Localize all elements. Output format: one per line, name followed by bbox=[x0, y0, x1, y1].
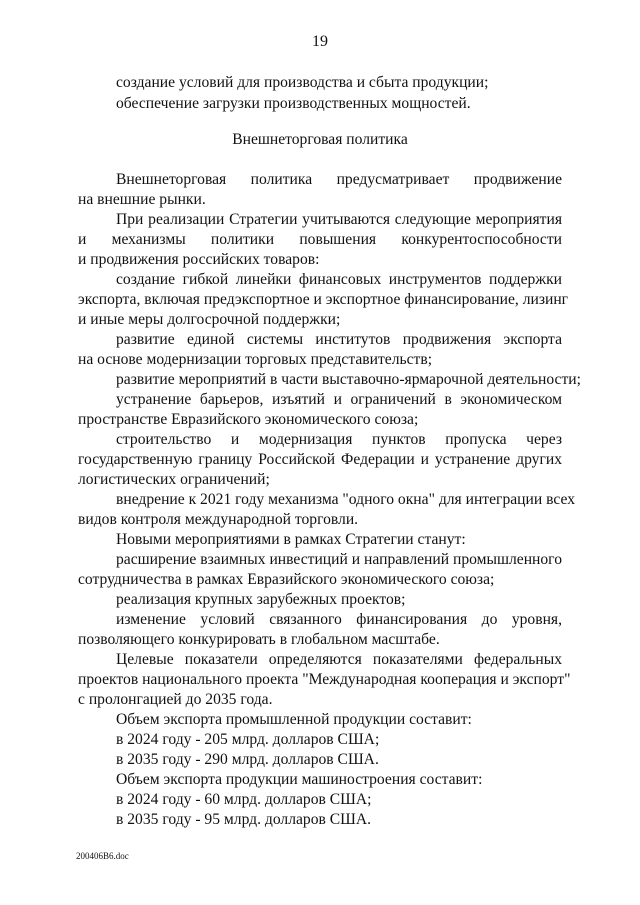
text-line: позволяющего конкурировать в глобальном масштабе. bbox=[78, 631, 440, 648]
text-line: в 2035 году - 95 млрд. долларов США. bbox=[116, 811, 372, 828]
text-line: Внешнеторговая политика предусматривает продвижение bbox=[116, 171, 562, 188]
text-line: проектов национального проекта "Международная кооперация и экспорт" bbox=[78, 671, 571, 688]
text-line: При реализации Стратегии учитываются следующие мероприятия bbox=[116, 211, 562, 228]
text-line: в 2035 году - 290 млрд. долларов США. bbox=[116, 751, 379, 768]
page-number: 19 bbox=[312, 33, 328, 50]
text-line: в 2024 году - 205 млрд. долларов США; bbox=[116, 731, 380, 748]
text-line: экспорта, включая предэкспортное и экспортное финансирование, лизинг bbox=[78, 291, 569, 308]
text-line: развитие мероприятий в части выставочно-ярмарочной деятельности; bbox=[116, 371, 581, 388]
text-line: сотрудничества в рамках Евразийского экономического союза; bbox=[78, 571, 495, 588]
text-line: реализация крупных зарубежных проектов; bbox=[116, 591, 406, 608]
text-line: строительство и модернизация пунктов пропуска через bbox=[116, 431, 562, 448]
text-line: и иные меры долгосрочной поддержки; bbox=[78, 311, 341, 328]
text-line: внедрение к 2021 году механизма "одного окна" для интеграции всех bbox=[116, 491, 575, 508]
text-line: обеспечение загрузки производственных мощностей. bbox=[116, 95, 471, 112]
text-line: логистических ограничений; bbox=[78, 471, 270, 488]
text-line: Объем экспорта промышленной продукции составит: bbox=[116, 711, 472, 728]
text-line: на внешние рынки. bbox=[78, 191, 206, 208]
text-line: пространстве Евразийского экономического союза; bbox=[78, 411, 419, 428]
text-line: государственную границу Российской Федерации и устранение других bbox=[78, 451, 562, 468]
text-line: и продвижения российских товаров: bbox=[78, 251, 320, 268]
text-line: расширение взаимных инвестиций и направлений промышленного bbox=[116, 551, 562, 568]
text-line: и механизмы политики повышения конкурентоспособности bbox=[78, 231, 562, 248]
text-line: создание условий для производства и сбыта продукции; bbox=[116, 74, 489, 91]
section-heading: Внешнеторговая политика bbox=[232, 131, 408, 148]
text-line: развитие единой системы институтов продвижения экспорта bbox=[116, 331, 562, 348]
text-line: Новыми мероприятиями в рамках Стратегии станут: bbox=[116, 531, 466, 548]
footer-filename: 200406В6.doc bbox=[76, 851, 129, 861]
text-line: с пролонгацией до 2035 года. bbox=[78, 691, 273, 708]
text-line: Целевые показатели определяются показателями федеральных bbox=[116, 651, 562, 668]
text-line: Объем экспорта продукции машиностроения составит: bbox=[116, 771, 483, 788]
text-line: на основе модернизации торговых представительств; bbox=[78, 351, 433, 368]
text-line: создание гибкой линейки финансовых инструментов поддержки bbox=[116, 271, 562, 288]
text-line: изменение условий связанного финансирования до уровня, bbox=[116, 611, 562, 628]
text-line: видов контроля международной торговли. bbox=[78, 511, 359, 528]
text-line: устранение барьеров, изъятий и ограничений в экономическом bbox=[116, 391, 562, 408]
text-line: в 2024 году - 60 млрд. долларов США; bbox=[116, 791, 372, 808]
